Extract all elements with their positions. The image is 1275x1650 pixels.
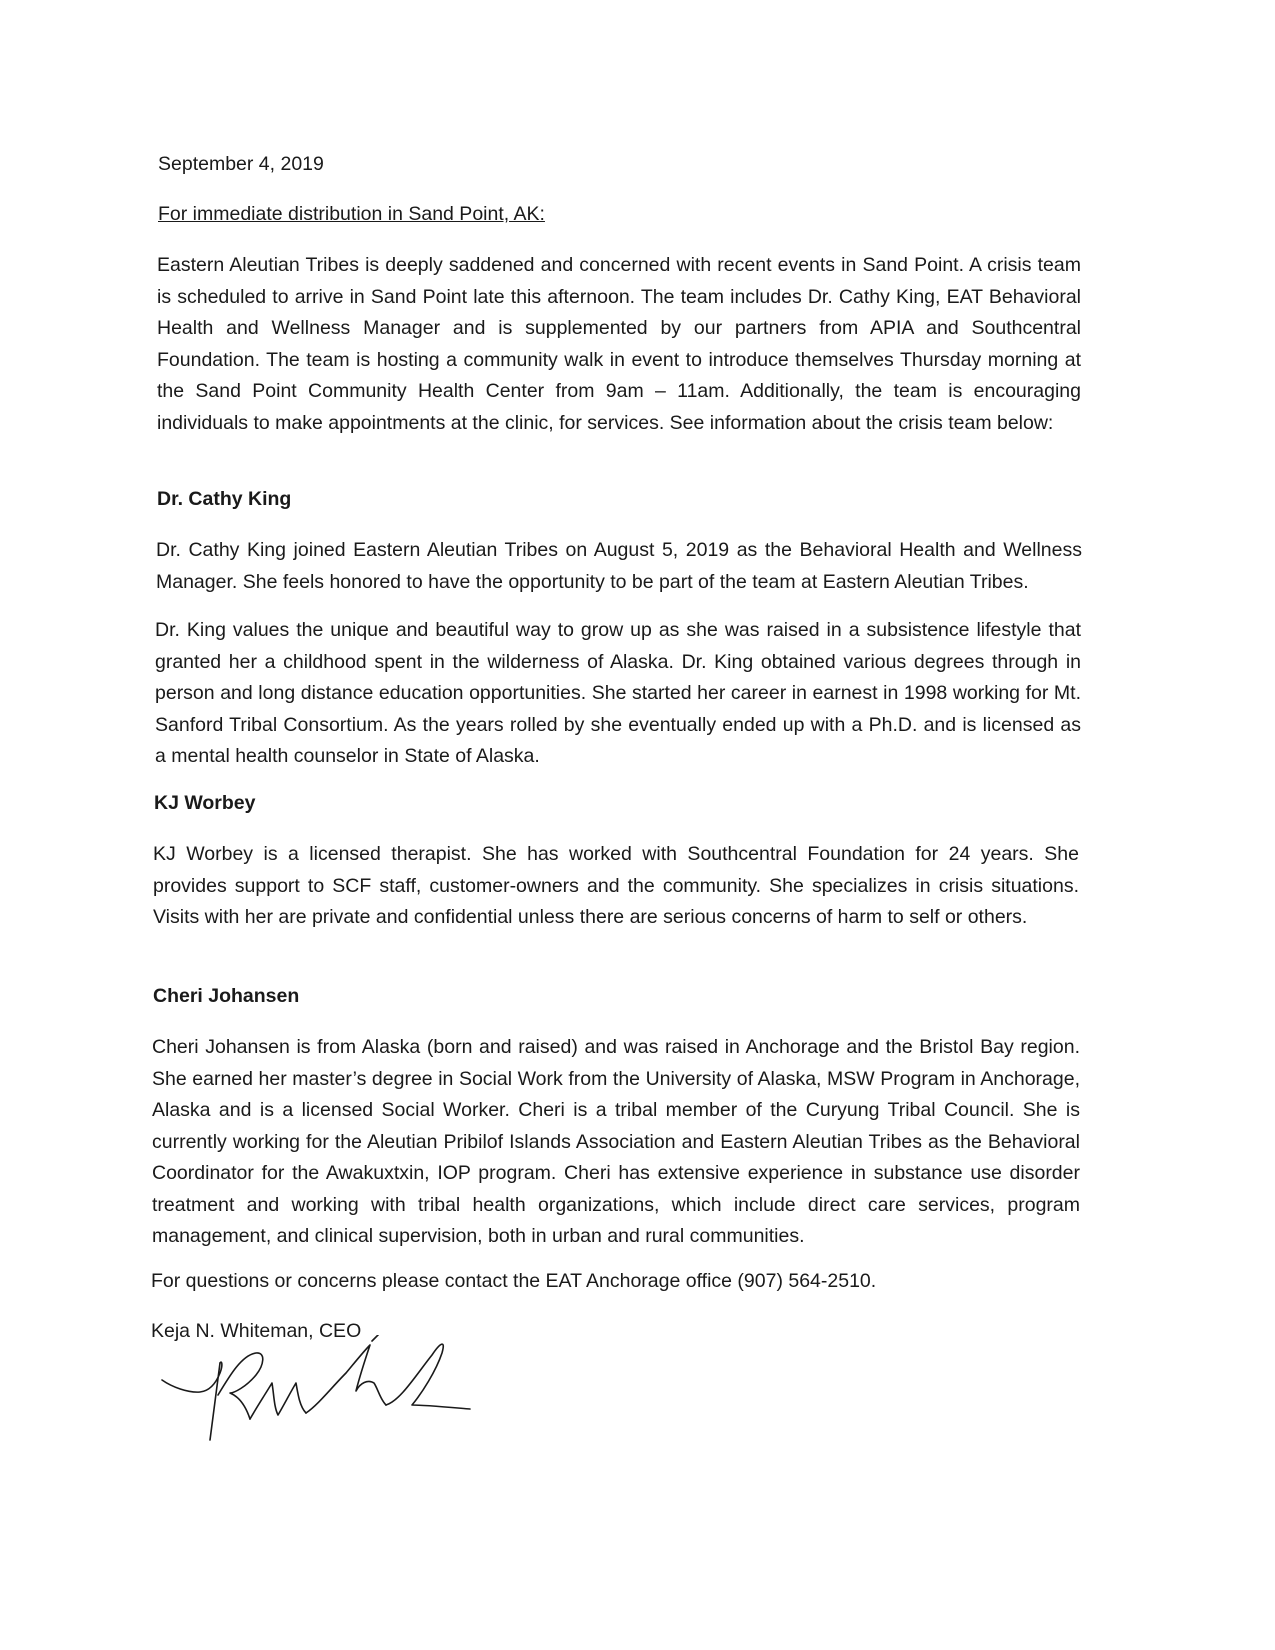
section-heading-kj-worbey: KJ Worbey	[154, 792, 256, 814]
kj-worbey-paragraph: KJ Worbey is a licensed therapist. She has worked with Southcentral Foundation for 24 years. She provides support to SCF staff, customer-owners and the community. She specializes in crisis situations. Visits with her are private and confidential unless there are serious concerns of harm to self or others.	[153, 843, 1079, 928]
cathy-king-paragraph-2: Dr. King values the unique and beautiful way to grow up as she was raised in a subsistence lifestyle that granted her a childhood spent in the wilderness of Alaska. Dr. King obtained various degrees through in person and long distance education opportunities. She started her career in earnest in 1998 working for Mt. Sanford Tribal Consortium. As the years rolled by she eventually ended up with a Ph.D. and is licensed as a mental health counselor in State of Alaska.	[155, 619, 1081, 767]
section-heading-cheri-johansen: Cheri Johansen	[153, 985, 300, 1007]
handwritten-signature	[160, 1335, 490, 1460]
intro-paragraph: Eastern Aleutian Tribes is deeply saddened and concerned with recent events in Sand Point. A crisis team is scheduled to arrive in Sand Point late this afternoon. The team includes Dr. Cathy King, EAT Behavioral Health and Wellness Manager and is supplemented by our partners from APIA and Southcentral Foundation. The team is hosting a community walk in event to introduce themselves Thursday morning at the Sand Point Community Health Center from 9am – 11am. Additionally, the team is encouraging individuals to make appointments at the clinic, for services. See information about the crisis team below:	[157, 254, 1081, 434]
letter-date: September 4, 2019	[158, 153, 324, 175]
cathy-king-paragraph-1: Dr. Cathy King joined Eastern Aleutian Tribes on August 5, 2019 as the Behavioral Health and Wellness Manager. She feels honored to have the opportunity to be part of the team at Eastern Aleutian Tribes.	[156, 539, 1082, 593]
contact-line: For questions or concerns please contact the EAT Anchorage office (907) 564-2510.	[151, 1270, 877, 1292]
cheri-johansen-paragraph: Cheri Johansen is from Alaska (born and raised) and was raised in Anchorage and the Bristol Bay region. She earned her master’s degree in Social Work from the University of Alaska, MSW Program in Anchorage, Alaska and is a licensed Social Worker. Cheri is a tribal member of the Curyung Tribal Council. She is currently working for the Aleutian Pribilof Islands Association and Eastern Aleutian Tribes as the Behavioral Coordinator for the Awakuxtxin, IOP program. Cheri has extensive experience in substance use disorder treatment and working with tribal health organizations, which include direct care services, program management, and clinical supervision, both in urban and rural communities.	[152, 1036, 1080, 1247]
distribution-line: For immediate distribution in Sand Point, AK:	[158, 203, 545, 225]
signoff-name: Keja N. Whiteman, CEO	[151, 1320, 362, 1342]
section-heading-cathy-king: Dr. Cathy King	[157, 488, 292, 510]
